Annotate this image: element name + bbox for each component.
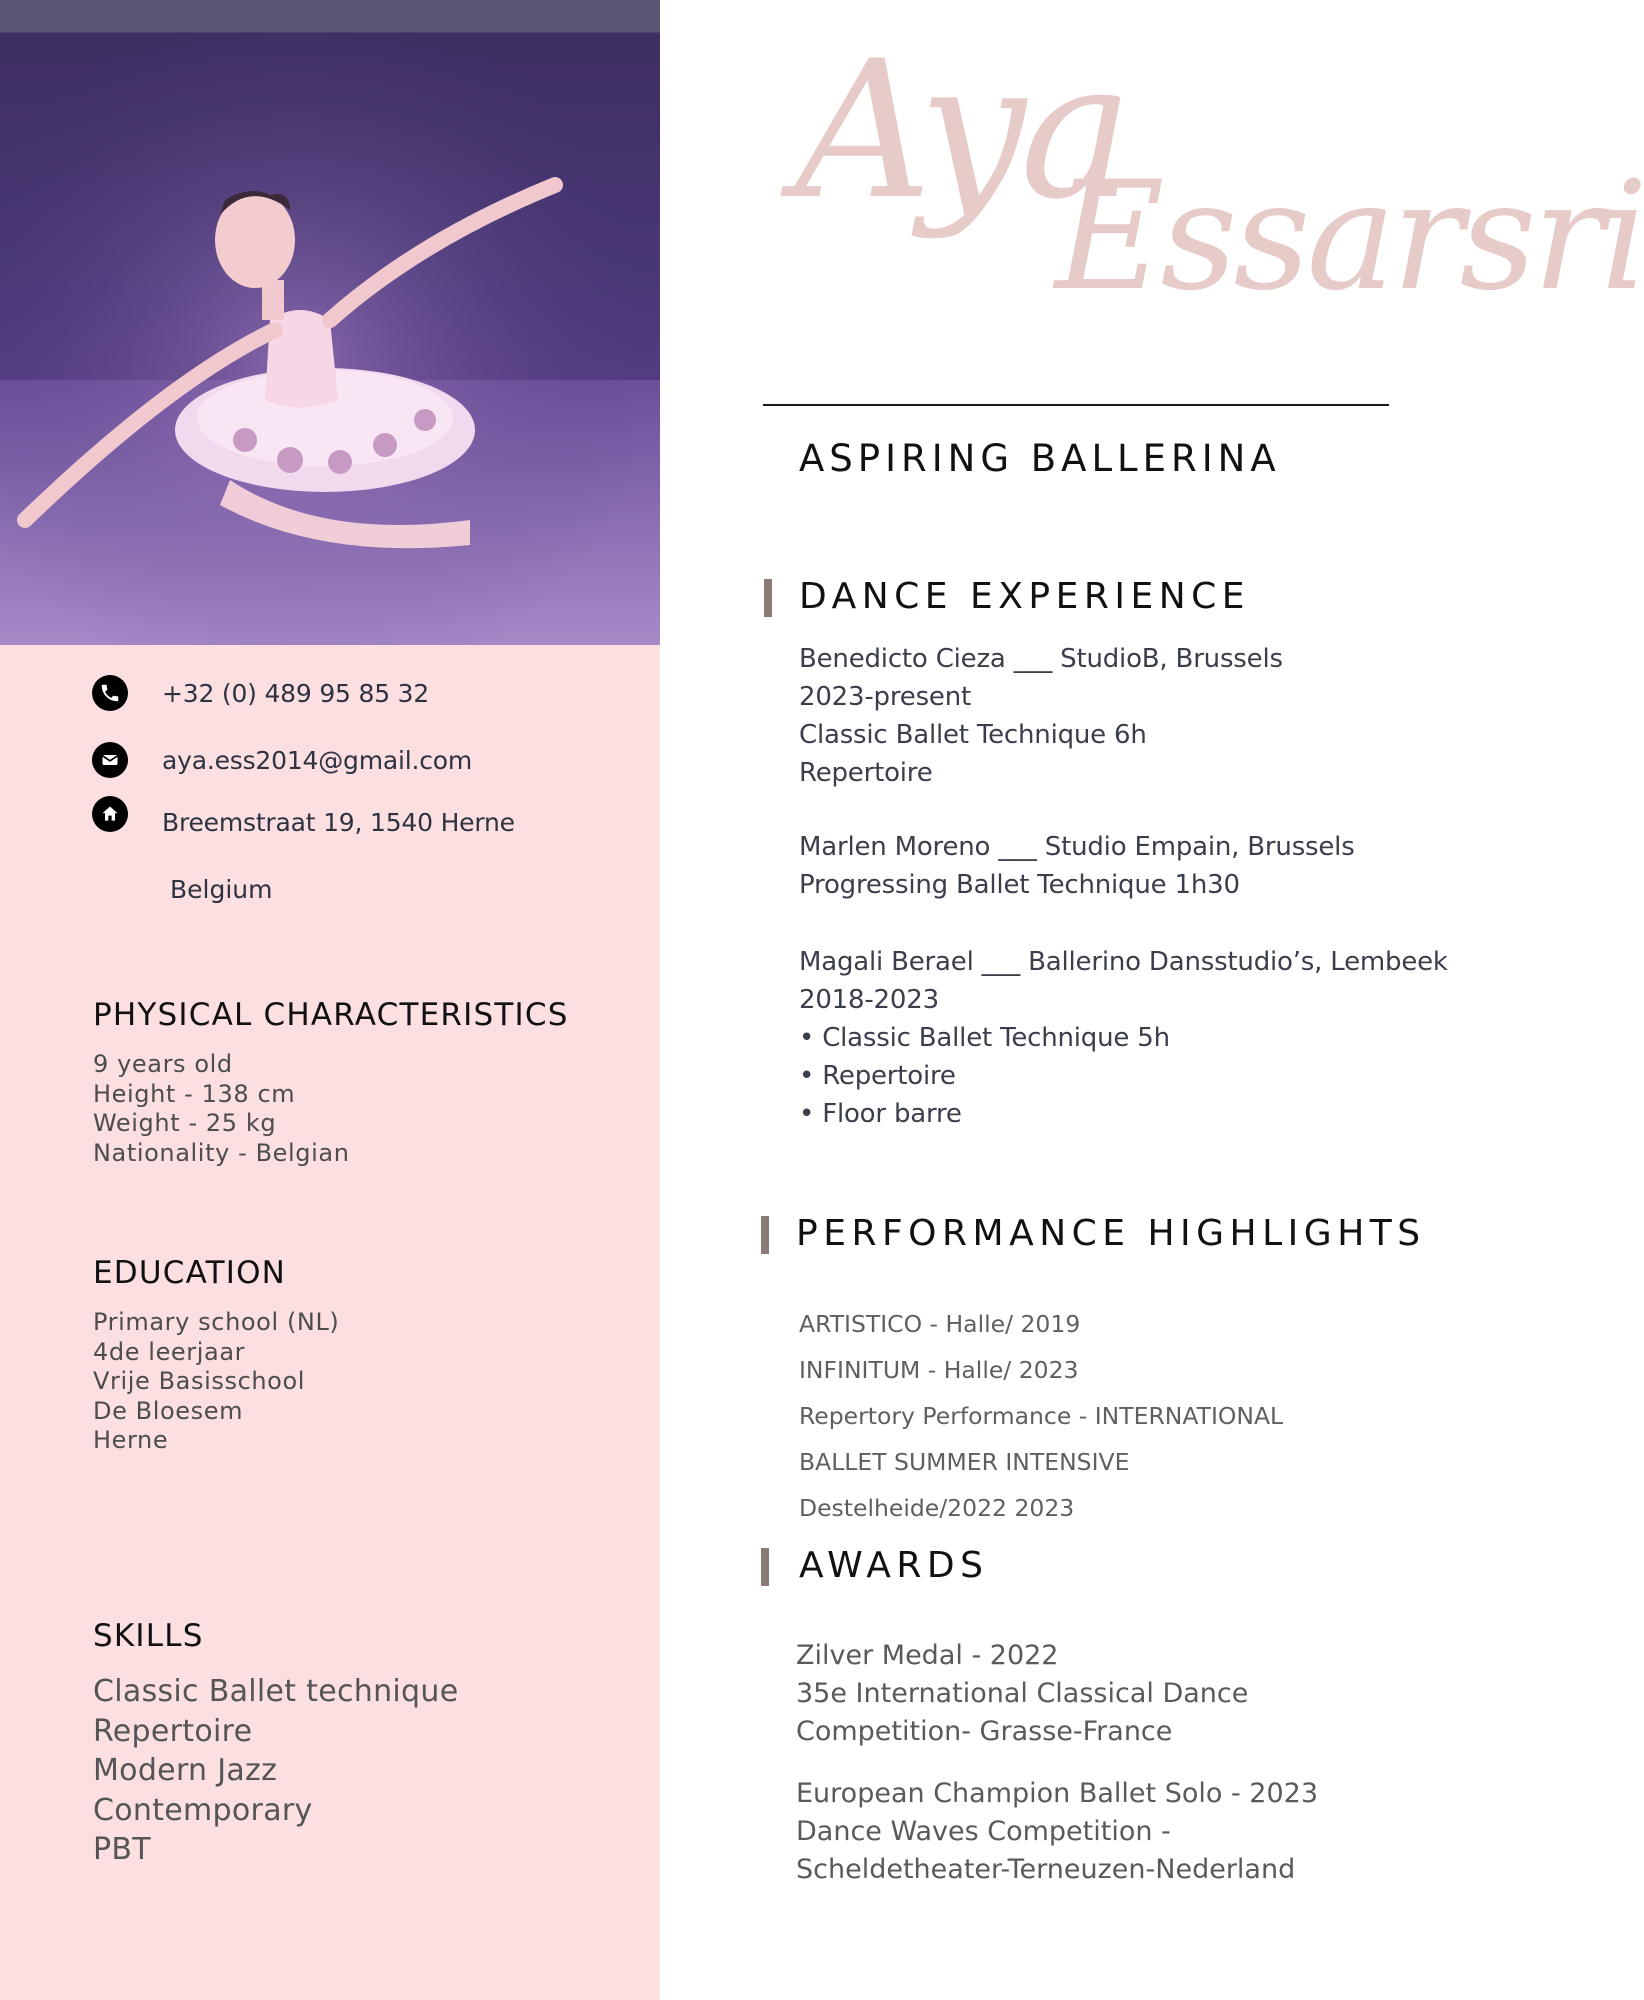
experience-heading: DANCE EXPERIENCE <box>799 576 1251 617</box>
list-item: Height - 138 cm <box>93 1079 296 1108</box>
list-item: Contemporary <box>93 1792 313 1828</box>
name-last: Essarsri <box>1055 150 1644 324</box>
list-item: Repertory Performance - INTERNATIONAL <box>799 1402 1284 1430</box>
list-item: Classic Ballet technique <box>93 1674 459 1709</box>
list-item: Weight - 25 kg <box>93 1109 277 1137</box>
ballerina-photo <box>0 0 660 645</box>
experience-entry <box>799 828 1355 904</box>
list-item: Vrije Basisschool <box>93 1367 306 1395</box>
street-address: Breemstraat 19, 1540 Herne <box>162 808 515 837</box>
skills-heading: SKILLS <box>93 1618 204 1654</box>
email-address[interactable]: aya.ess2014@gmail.com <box>162 745 473 775</box>
physical-list <box>93 1050 350 1168</box>
experience-line: • Classic Ballet Technique 5h <box>799 1023 1170 1053</box>
list-item: 9 years old <box>93 1050 233 1078</box>
address-country: Belgium <box>170 875 273 904</box>
mail-icon <box>92 742 128 778</box>
list-item: Modern Jazz <box>93 1753 278 1788</box>
home-icon <box>92 796 128 832</box>
job-title: ASPIRING BALLERINA <box>799 437 1281 480</box>
experience-line: 2023-present <box>799 682 971 712</box>
awards-heading: AWARDS <box>799 1545 989 1586</box>
list-item: De Bloesem <box>93 1396 244 1425</box>
experience-line: Progressing Ballet Technique 1h30 <box>799 870 1240 900</box>
skills-list <box>93 1672 458 1870</box>
performance-list <box>799 1301 1283 1531</box>
name-first: Aya <box>795 20 1128 241</box>
list-item: PBT <box>93 1832 151 1867</box>
award-line: Zilver Medal - 2022 <box>796 1640 1059 1671</box>
experience-entry <box>799 640 1283 792</box>
education-list <box>93 1308 339 1456</box>
experience-line: Magali Berael ___ Ballerino Dansstudio’s, Lembeek <box>799 947 1448 977</box>
contact-phone <box>92 675 429 711</box>
award-entry <box>796 1637 1248 1751</box>
phone-number[interactable]: +32 (0) 489 95 85 32 <box>162 678 430 708</box>
contact-email <box>92 742 472 778</box>
list-item: BALLET SUMMER INTENSIVE <box>799 1448 1130 1476</box>
list-item: 4de leerjaar <box>93 1337 246 1366</box>
experience-line: Marlen Moreno ___ Studio Empain, Brussels <box>799 832 1355 862</box>
list-item: Nationality - Belgian <box>93 1138 350 1167</box>
contact-address <box>92 796 515 837</box>
list-item: Primary school (NL) <box>93 1308 340 1336</box>
list-item: Repertoire <box>93 1713 253 1749</box>
section-bar <box>761 1216 769 1254</box>
award-line: Competition- Grasse-France <box>796 1716 1173 1747</box>
section-bar <box>761 1548 769 1586</box>
physical-heading: PHYSICAL CHARACTERISTICS <box>93 997 569 1033</box>
award-entry <box>796 1775 1318 1889</box>
experience-entry <box>799 943 1448 1133</box>
award-line: European Champion Ballet Solo - 2023 <box>796 1778 1319 1809</box>
experience-line: Benedicto Cieza ___ StudioB, Brussels <box>799 644 1283 674</box>
experience-line: Classic Ballet Technique 6h <box>799 720 1147 750</box>
list-item: ARTISTICO - Halle/ 2019 <box>799 1310 1081 1338</box>
education-heading: EDUCATION <box>93 1255 287 1291</box>
phone-icon <box>92 675 128 711</box>
performance-heading: PERFORMANCE HIGHLIGHTS <box>796 1213 1426 1254</box>
award-line: Scheldetheater-Terneuzen-Nederland <box>796 1854 1296 1885</box>
ballerina-illustration <box>0 0 660 645</box>
divider <box>763 404 1389 406</box>
experience-line: Repertoire <box>799 758 933 788</box>
list-item: Destelheide/2022 2023 <box>799 1494 1075 1522</box>
list-item: Herne <box>93 1426 169 1454</box>
experience-line: • Repertoire <box>799 1061 956 1091</box>
award-line: 35e International Classical Dance <box>796 1678 1249 1709</box>
list-item: INFINITUM - Halle/ 2023 <box>799 1356 1079 1384</box>
experience-line: • Floor barre <box>799 1099 962 1129</box>
award-line: Dance Waves Competition - <box>796 1816 1171 1847</box>
section-bar <box>764 579 772 617</box>
experience-line: 2018-2023 <box>799 985 939 1015</box>
